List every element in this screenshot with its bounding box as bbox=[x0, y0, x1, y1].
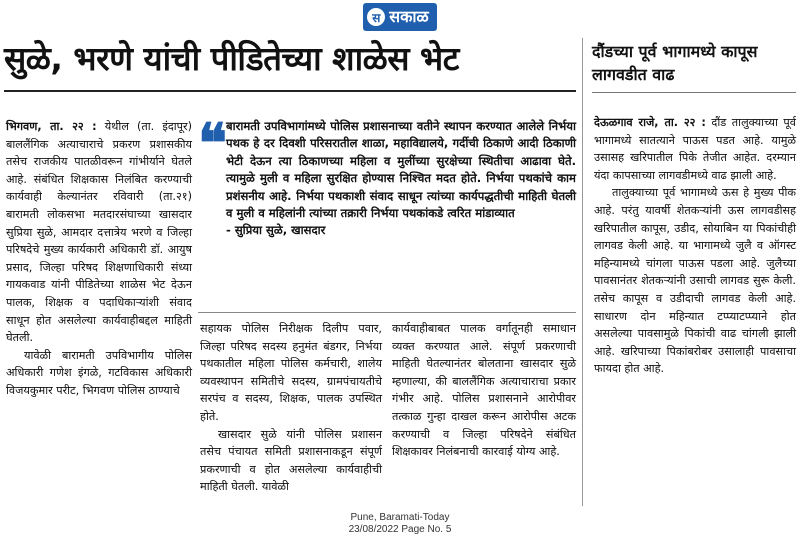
side-article-body bbox=[594, 114, 796, 378]
paragraph-text: यावेळी बारामती उपविभागीय पोलिस अधिकारी गणेश इंगळे, गटविकास अधिकारी विजयकुमार परीट, भिगवण पोलिस ठाण्याचे bbox=[6, 348, 192, 397]
footer-edition: Pune, Baramati-Today bbox=[350, 512, 450, 523]
pull-quote-attribution: - सुप्रिया सुळे, bbox=[226, 223, 288, 238]
pull-quote-divider bbox=[198, 312, 576, 313]
paragraph-text: येथील (ता. इंदापूर) बाललैंगिक अत्याचाराचे प्रकरण प्रशासकीय तसेच राजकीय पातळीवरून गांभीर्याने घेतले आहे. संबंधित शिक्षकास निलंबित करण्याची कार्यवाही केल्यानंतर रविवारी (ता.२१) बारामती लोकसभा मतदारसंघाच्या खासदार सुप्रिया सुळे, आमदार दत्तात्रेय भरणे व जिल्हा परिषदेचे मुख्य कार्यकारी अधिकारी डॉ. आयुष प्रसाद, जिल्हा परिषद शिक्षणाधिकारी संध्या गायकवाड यांनी पीडितेच्या शाळेस भेट देऊन पालक, शिक्षक व पदाधिकाऱ्यांशी संवाद साधून होत असलेल्या कार्यवाहीबद्दल माहिती घेतली. bbox=[6, 120, 192, 345]
pull-quote-text: बारामती उपविभागांमध्ये पोलिस प्रशासनाच्या वतीने स्थापन करण्यात आलेले निर्भया पथक हे दर दिवशी परिसरातील शाळा, महाविद्यालये, गर्दीची ठिकाणे आदी ठिकाणी भेटी देऊन त्या ठिकाणच्या महिला व मुलींच्या सुरक्षेच्या स्थितीचा आढावा घेते. त्यामुळे मुली व महिला सुरक्षित होण्यास निश्चित मदत होते. निर्भया पथकांचे काम प्रशंसनीय आहे. निर्भया पथकाशी संवाद साधून त्यांच्या कार्यपद्धतीची माहिती घेतली व मुली व महिलांनी त्यांच्या तक्रारी निर्भया पथकांकडे त्वरित मांडाव्यात bbox=[226, 119, 576, 221]
paragraph-text: तालुक्याच्या पूर्व भागामध्ये ऊस हे मुख्य पीक आहे. परंतु यावर्षी शेतकऱ्यांनी ऊस लागवडीसह खरिपातील कापूस, उडीद, सोयाबिन या पिकांचीही लागवड केली आहे. या भागामध्ये जुलै व ऑगस्ट महिन्यामध्ये चांगला पाऊस पडला आहे. जुलैच्या पावसानंतर शेतकऱ्यांनी उसाची लागवड सुरू केली. तसेच कापूस व उडीदाची लागवड केली आहे. साधारण दोन महिन्यात टप्प्याटप्प्याने होत असलेल्या पावसामुळे पिकांची वाढ चांगली झाली आहे. खरिपाच्या पिकांबरोबर उसालाही पावसाचा फायदा होत आहे. bbox=[594, 186, 796, 376]
dateline: भिगवण, ता. २२ : bbox=[6, 120, 97, 133]
article-column-3 bbox=[392, 320, 576, 461]
logo-emblem-icon: स bbox=[367, 8, 385, 26]
side-headline: दौंडच्या पूर्व भागामध्ये कापूस लागवडीत वाढ bbox=[592, 42, 758, 84]
article-column-2 bbox=[200, 320, 382, 496]
paragraph-text: दौंड तालुक्याच्या पूर्व भागामध्ये सातत्याने पाऊस पडत आहे. यामुळे उसासह खरिपातील पिके तेजीत आहेत. दरम्यान यंदा कापसाच्या लागवडीमध्ये वाढ झाली आहे. bbox=[594, 116, 796, 182]
side-dateline: देऊळगाव राजे, ता. २२ : bbox=[594, 116, 706, 129]
pull-quote-role: खासदार bbox=[287, 223, 326, 238]
logo-text: सकाळ bbox=[389, 7, 429, 26]
paragraph-text: सहायक पोलिस निरीक्षक दिलीप पवार, जिल्हा परिषद सदस्य हनुमंत बंडगर, निर्भया पथकातील महिला पोलिस कर्मचारी, शालेय व्यवस्थापन समितीचे सदस्य, ग्रामपंचायतीचे सरपंच व सदस्य, शिक्षक, पालक उपस्थित होते. bbox=[200, 322, 382, 423]
newspaper-logo bbox=[363, 3, 436, 31]
side-headline-divider bbox=[592, 92, 796, 93]
masthead bbox=[0, 0, 800, 34]
footer-date-page: 23/08/2022 Page No. 5 bbox=[348, 524, 452, 535]
page-footer bbox=[0, 512, 800, 536]
article-column-1 bbox=[6, 118, 192, 400]
paragraph-text: खासदार सुळे यांनी पोलिस प्रशासन तसेच पंचायत समिती प्रशासनाकडून संपूर्ण प्रकरणाची व होत असलेल्या कार्यवाहीची माहिती घेतली. यावेळी bbox=[200, 427, 382, 494]
headline-divider bbox=[4, 90, 576, 92]
main-headline: सुळे, भरणे यांची पीडितेच्या शाळेस भेट bbox=[4, 39, 459, 78]
paragraph-text: कार्यवाहीबाबत पालक वर्गातूनही समाधान व्यक्त करण्यात आले. संपूर्ण प्रकरणाची माहिती घेतल्यानंतर बोलताना खासदार सुळे म्हणाल्या, की बाललैंगिक अत्याचाराचा प्रकार गंभीर आहे. पोलिस प्रशासनाने आरोपीवर तत्काळ गुन्हा दाखल करून आरोपीस अटक करण्याची व जिल्हा परिषदेने संबंधित शिक्षकावर निलंबनाची कारवाई योग्य आहे. bbox=[392, 322, 576, 459]
quote-icon: ❝ bbox=[198, 111, 228, 175]
column-separator bbox=[582, 38, 583, 506]
